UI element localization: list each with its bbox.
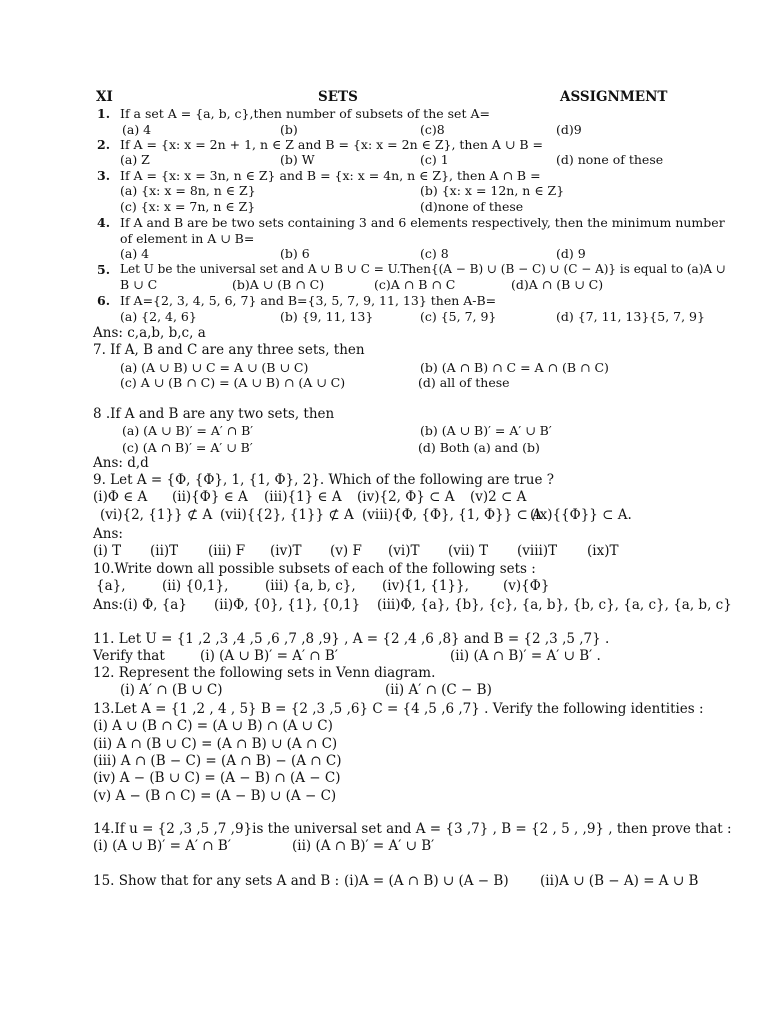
q3-text: If A = {x: x = 3n, n ∈ Z} and B = {x: x = 4n, n ∈ Z}, then A ∩ B = <box>120 168 541 183</box>
q6-text: If A={2, 3, 4, 5, 6, 7} and B={3, 5, 7, 9, 11, 13} then A-B= <box>120 293 497 308</box>
q9-ans-label: Ans: <box>93 526 123 542</box>
q15-text: 15. Show that for any sets A and B : <box>93 873 340 889</box>
q3-option-b: (b) {x: x = 12n, n ∈ Z} <box>420 183 565 198</box>
q4-option-b: (b) 6 <box>280 246 310 261</box>
q8-text: 8 .If A and B are any two sets, then <box>93 406 335 422</box>
q7-option-d: (d) all of these <box>418 375 510 390</box>
q4-option-a: (a) 4 <box>120 246 150 261</box>
q1-option-c: (c)8 <box>420 122 445 137</box>
q3-option-c: (c) {x: x = 7n, n ∈ Z} <box>120 199 256 214</box>
q1-option-d: (d)9 <box>556 122 582 137</box>
q10-set-i: {a}, <box>96 578 126 594</box>
q9-item-viii: (viii){Φ, {Φ}, {1, Φ}} ⊂ A <box>362 507 542 523</box>
q9-ans-ii: (ii)T <box>150 543 179 559</box>
q8-option-a: (a) (A ∪ B)′ = A′ ∩ B′ <box>122 423 254 438</box>
q9-ans-ix: (ix)T <box>587 543 619 559</box>
q14-part-i: (i) (A ∪ B)′ = A′ ∩ B′ <box>93 838 231 854</box>
q4-option-d: (d) 9 <box>556 246 586 261</box>
q14-part-ii: (ii) (A ∩ B)′ = A′ ∪ B′ <box>292 838 435 854</box>
q9-item-vii: (vii){{2}, {1}} ⊄ A <box>220 507 354 523</box>
q5-option-b: (b)A ∪ (B ∩ C) <box>232 277 325 292</box>
q9-ans-iv: (iv)T <box>270 543 302 559</box>
q3-option-a: (a) {x: x = 8n, n ∈ Z} <box>120 183 256 198</box>
q5-number: 5. <box>97 262 111 277</box>
q14-text: 14.If u = {2 ,3 ,5 ,7 ,9}is the universal set and A = {3 ,7} , B = {2 , 5 , ,9} , then prove that : <box>93 821 732 837</box>
q15-part-i: (i)A = (A ∩ B) ∪ (A − B) <box>344 873 509 889</box>
q10-ans-i: Ans:(i) Φ, {a} <box>93 597 187 613</box>
q9-item-iii: (iii){1} ∈ A <box>264 489 342 505</box>
q9-item-ix: (ix){{Φ}} ⊂ A. <box>530 507 632 523</box>
q6-number: 6. <box>97 293 111 308</box>
q9-ans-v: (v) F <box>330 543 362 559</box>
q13-text: 13.Let A = {1 ,2 , 4 , 5} B = {2 ,3 ,5 ,6} C = {4 ,5 ,6 ,7} . Verify the following identities : <box>93 701 704 717</box>
answers-1-6: Ans: c,a,b, b,c, a <box>93 325 206 341</box>
q12-text: 12. Represent the following sets in Venn diagram. <box>93 665 436 681</box>
q8-option-d: (d) Both (a) and (b) <box>418 440 540 455</box>
q10-set-v: (v){Φ} <box>503 578 550 594</box>
q11-part-i: (i) (A ∪ B)′ = A′ ∩ B′ <box>200 648 338 664</box>
q9-text: 9. Let A = {Φ, {Φ}, 1, {1, Φ}, 2}. Which of the following are true ? <box>93 472 554 488</box>
q11-part-ii: (ii) (A ∩ B)′ = A′ ∪ B′ . <box>450 648 601 664</box>
q15-part-ii: (ii)A ∪ (B − A) = A ∪ B <box>540 873 699 889</box>
q1-number: 1. <box>97 106 111 121</box>
q2-option-c: (c) 1 <box>420 152 449 167</box>
q9-ans-iii: (iii) F <box>208 543 246 559</box>
q12-part-i: (i) A′ ∩ (B ∪ C) <box>120 682 223 698</box>
q5-option-d: (d)A ∩ (B ∪ C) <box>511 277 604 292</box>
q2-option-d: (d) none of these <box>556 152 664 167</box>
page-title: SETS <box>318 89 358 105</box>
q4-option-c: (c) 8 <box>420 246 449 261</box>
q9-item-i: (i)Φ ∈ A <box>93 489 148 505</box>
q7-option-a: (a) (A ∪ B) ∪ C = A ∪ (B ∪ C) <box>120 360 309 375</box>
q10-set-iii: (iii) {a, b, c}, <box>265 578 356 594</box>
q9-ans-viii: (viii)T <box>517 543 558 559</box>
q13-identity-v: (v) A − (B ∩ C) = (A − B) ∪ (A − C) <box>93 788 337 804</box>
q1-option-a: (a) 4 <box>122 122 152 137</box>
q8-option-c: (c) (A ∩ B)′ = A′ ∪ B′ <box>122 440 253 455</box>
q2-option-b: (b) W <box>280 152 315 167</box>
q9-ans-vi: (vi)T <box>388 543 420 559</box>
q9-item-vi: (vi){2, {1}} ⊄ A <box>100 507 213 523</box>
q11-text: 11. Let U = {1 ,2 ,3 ,4 ,5 ,6 ,7 ,8 ,9} , A = {2 ,4 ,6 ,8} and B = {2 ,3 ,5 ,7} . <box>93 631 610 647</box>
q8-option-b: (b) (A ∪ B)′ = A′ ∪ B′ <box>420 423 552 438</box>
q6-option-b: (b) {9, 11, 13} <box>280 309 374 324</box>
assignment-label: ASSIGNMENT <box>560 89 668 105</box>
q10-text: 10.Write down all possible subsets of each of the following sets : <box>93 561 536 577</box>
q10-set-iv: (iv){1, {1}}, <box>382 578 469 594</box>
q3-number: 3. <box>97 168 111 183</box>
q9-item-v: (v)2 ⊂ A <box>470 489 527 505</box>
q4-number: 4. <box>97 215 111 230</box>
q7-text: 7. If A, B and C are any three sets, then <box>93 342 365 358</box>
q9-ans-vii: (vii) T <box>448 543 489 559</box>
q10-ans-iii: (iii)Φ, {a}, {b}, {c}, {a, b}, {b, c}, {a, c}, {a, b, c} <box>377 597 732 613</box>
q3-option-d: (d)none of these <box>420 199 524 214</box>
q13-identity-ii: (ii) A ∩ (B ∪ C) = (A ∩ B) ∪ (A ∩ C) <box>93 736 338 752</box>
q10-set-ii: (ii) {0,1}, <box>162 578 229 594</box>
q4-text: If A and B are be two sets containing 3 and 6 elements respectively, then the minimum number <box>120 215 725 230</box>
q2-number: 2. <box>97 137 111 152</box>
q5-option-c: (c)A ∩ B ∩ C <box>374 277 456 292</box>
q6-option-a: (a) {2, 4, 6} <box>120 309 197 324</box>
q1-text: If a set A = {a, b, c},then number of subsets of the set A= <box>120 106 490 121</box>
q1-option-b: (b) <box>280 122 298 137</box>
q13-identity-i: (i) A ∪ (B ∩ C) = (A ∪ B) ∩ (A ∪ C) <box>93 718 333 734</box>
q9-ans-i: (i) T <box>93 543 122 559</box>
q2-option-a: (a) Z <box>120 152 150 167</box>
class-label: XI <box>96 89 113 105</box>
q7-option-c: (c) A ∪ (B ∩ C) = (A ∪ B) ∩ (A ∪ C) <box>120 375 346 390</box>
q2-text: If A = {x: x = 2n + 1, n ∈ Z and B = {x: x = 2n ∈ Z}, then A ∪ B = <box>120 137 543 152</box>
q5-text: Let U be the universal set and A ∪ B ∪ C = U.Then{(A − B) ∪ (B − C) ∪ (C − A)} is equal to (a)A ∪ <box>120 262 726 276</box>
q9-item-iv: (iv){2, Φ} ⊂ A <box>357 489 455 505</box>
q7-option-b: (b) (A ∩ B) ∩ C = A ∩ (B ∩ C) <box>420 360 609 375</box>
q12-part-ii: (ii) A′ ∩ (C − B) <box>385 682 492 698</box>
q5-option-a-cont: B ∪ C <box>120 277 158 292</box>
q6-option-d: (d) {7, 11, 13}{5, 7, 9} <box>556 309 705 324</box>
answers-7-8: Ans: d,d <box>93 455 149 471</box>
q13-identity-iii: (iii) A ∩ (B − C) = (A ∩ B) − (A ∩ C) <box>93 753 342 769</box>
q11-verify: Verify that <box>93 648 165 664</box>
q9-item-ii: (ii){Φ} ∈ A <box>172 489 248 505</box>
q13-identity-iv: (iv) A − (B ∪ C) = (A − B) ∩ (A − C) <box>93 770 341 786</box>
q6-option-c: (c) {5, 7, 9} <box>420 309 497 324</box>
q10-ans-ii: (ii)Φ, {0}, {1}, {0,1} <box>214 597 361 613</box>
q4-text-cont: of element in A ∪ B= <box>120 231 255 246</box>
